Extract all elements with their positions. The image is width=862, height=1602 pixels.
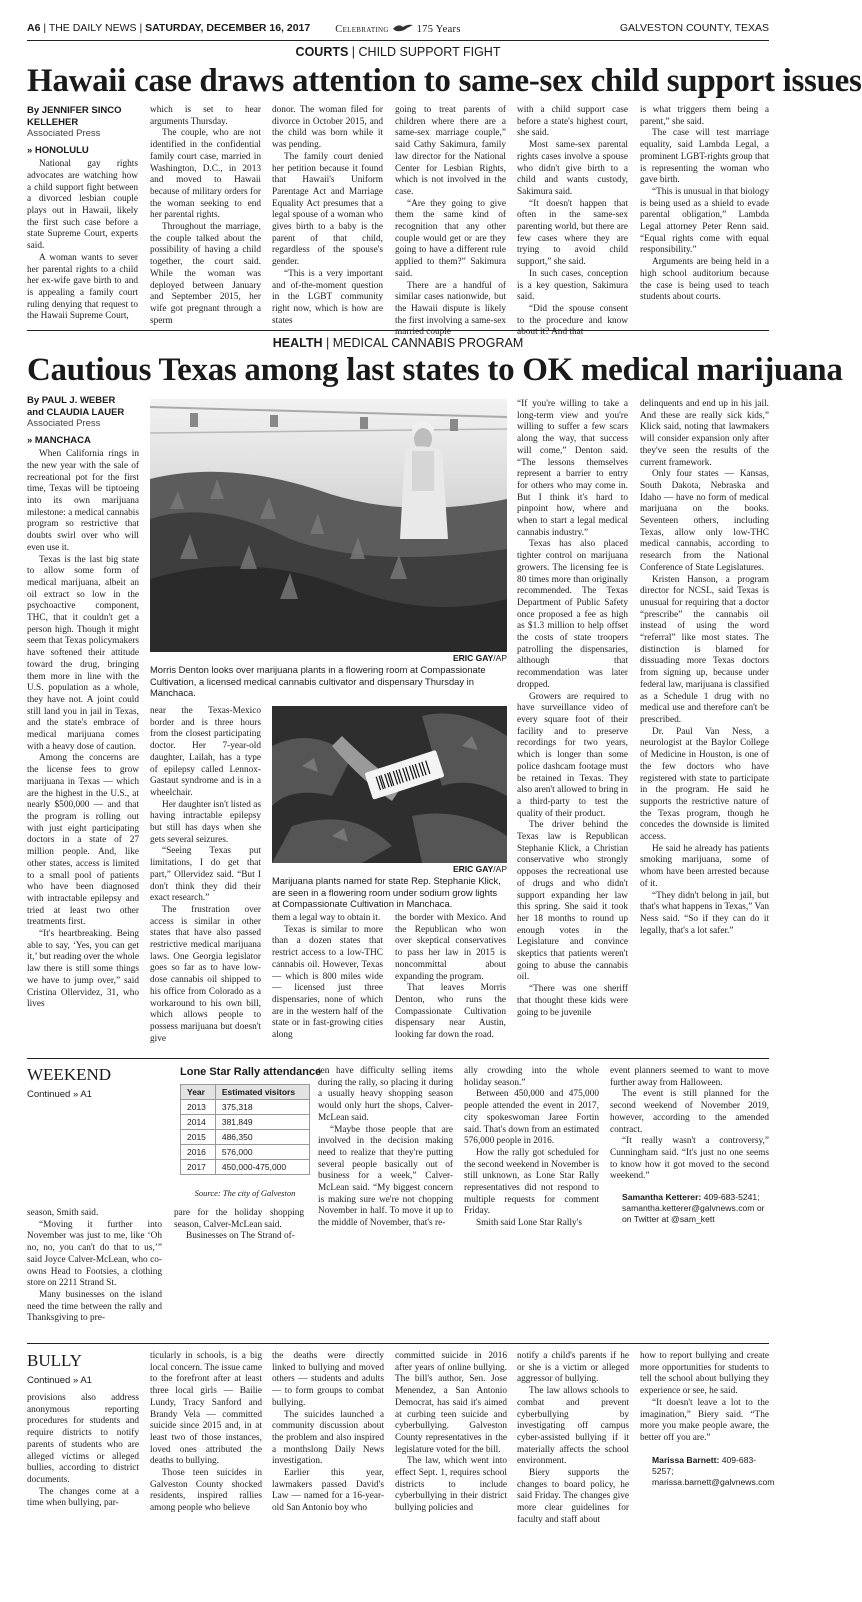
story1-byline	[27, 105, 138, 140]
paper-name: THE DAILY NEWS	[48, 22, 137, 34]
paragraph: Kristen Hanson, a program director for NCSL, said Texas is unusual for requiring that a doctor “prescribe” the cannabis oil instead of using the word “referral” like most states. The distinction is blamed for dissuading more Texas doctors from signing up, because under federal law, marijuana is classified as a Schedule 1 drug with no medical use and therefore can't be prescribed.	[640, 574, 769, 725]
pelican-icon	[392, 22, 414, 33]
paragraph: delinquents and end up in his jail. And these are really sick kids,” Klick said, noting that lawmakers will consider expansion only after they've seen the results of the current framework.	[640, 399, 769, 468]
paragraph: how to report bullying and create more opportunities for students to tell the school about bullying they experience or see, he said.	[640, 1351, 769, 1397]
signoff-contact: 409-683-5241; samantha.ketterer@galvnews.com or on Twitter at @sam_kett	[622, 1192, 765, 1225]
table-cell: 576,000	[215, 1145, 309, 1160]
photo2-agency: /AP	[493, 864, 507, 874]
paragraph: season, Smith said.	[27, 1208, 99, 1218]
paragraph: “Did the spouse consent to the procedure and know about it? And that	[517, 303, 628, 338]
paragraph: ticularly in schools, is a big local concern. The issue came to the forefront after at least three local girls — Bailie Lundy, Tracy Sanford and Brandy Vela — committed suicide since 2015 and, in at least two of those instances, loved ones attributed the deaths to bullying.	[150, 1351, 262, 1467]
paragraph: is what triggers them being a parent,” she said.	[640, 105, 769, 127]
paragraph: Her daughter isn't listed as having intractable epilepsy but still has days when she gets several seizures.	[150, 799, 261, 845]
paragraph: ally crowding into the whole holiday season.”	[464, 1066, 599, 1088]
paragraph: committed suicide in 2016 after years of online bullying. The bill's author, Sen. Jose Menendez, a San Antonio Democrat, has said it's aimed at curbing teen suicide and cyberbullying. Galveston County representatives in the legislature voted for the bill.	[395, 1351, 507, 1455]
paragraph: A woman wants to sever her parental rights to a child her ex-wife gave birth to and is appealing a family court ruling denying that request to the Hawaii Supreme Court,	[27, 252, 138, 322]
signoff-name: Marissa Barnett:	[652, 1454, 720, 1465]
folio-rule	[27, 40, 769, 41]
page-number: A6	[27, 22, 41, 34]
story2-agency: Associated Press	[27, 418, 101, 429]
paragraph: “There was one sheriff that thought these kids were going to be juvenile	[517, 984, 628, 1018]
paragraph: Many businesses on the island need the time between the rally and Thanksgiving to pre-	[27, 1289, 162, 1324]
paragraph: near the Texas-Mexico border and is three hours from the closest participating doctor. Her 7-year-old daughter, Lailah, has a type of epilepsy called Lennox-Gastaut syndrome and is in a wheelchair.	[150, 706, 261, 798]
paragraph: Between 450,000 and 475,000 people attended the event in 2017, city spokeswoman Jaree Fortin said. That's down from an estimated 576,000 people in 2016.	[464, 1089, 599, 1147]
plant-label-photo	[272, 706, 507, 863]
story1-column-4	[395, 105, 506, 338]
table-cell: 486,350	[215, 1130, 309, 1145]
story1-column-3	[272, 105, 383, 326]
paragraph: The event is still planned for the second weekend of November 2019, however, according to the amended contract.	[610, 1089, 769, 1135]
story2-column-6	[640, 399, 769, 1051]
paragraph: “Are they going to give them the same kind of recognition that any other couple would get or are they going to have a different rule applied to them?” Sakimura said.	[395, 198, 506, 279]
bully-continued: Continued » A1	[27, 1375, 92, 1386]
paragraph: “Moving it further into November was just to me, like ‘Oh no, no, you can't do that to us,’” said Joyce Calver-McLean, who co-owns Head to Footsies, a clothing store on 2211 Strand St.	[27, 1219, 162, 1289]
paragraph: The couple, who are not identified in the confidential family court case, married in Washington, D.C., in 2013 and moved to Hawaii because of military orders for the woman seeking to end her parental rights.	[150, 128, 261, 221]
table-row	[181, 1160, 310, 1175]
story1-column-1	[27, 105, 138, 321]
celebrating-text: Celebrating	[335, 24, 389, 35]
story2-author-2: and CLAUDIA LAUER	[27, 406, 125, 418]
table-row	[181, 1145, 310, 1160]
paragraph: “It really wasn't a controversy,” Cunningham said. “It's just no one seems to know how it got moved to the second weekend.”	[610, 1136, 769, 1182]
table-row	[181, 1130, 310, 1145]
paragraph: Arguments are being held in a high school auditorium because the case is being used to teach students about courts.	[640, 257, 769, 303]
paragraph: The case will test marriage equality, said Lambda Legal, a prominent LGBT-rights group that is representing the woman who gave birth.	[640, 128, 769, 186]
paragraph: Smith said Lone Star Rally's	[476, 1218, 583, 1229]
table-cell: 381,849	[215, 1115, 309, 1130]
story2-headline: Cautious Texas among last states to OK medical marijuana	[27, 352, 843, 388]
paragraph: Growers are required to have surveillance video of every square foot of their facility and to preserve recordings for two years, which is longer than some police dashcam footage must be retained in Texas. They also aren't allowed to bring in a third-party to test the quality of their product.	[517, 691, 628, 819]
section-divider	[27, 1058, 769, 1059]
paragraph: The law, which went into effect Sept. 1, requires school districts to include cyberbullying in their district bullying policies and	[395, 1456, 507, 1514]
paragraph: Those teen suicides in Galveston County shocked residents, inspired rallies among people who believe	[150, 1468, 262, 1514]
paragraph: “It doesn't leave a lot to the imagination,” Biery said. “The more you make people aware, the better off you are.”	[640, 1397, 769, 1443]
paragraph: “Seeing Texas put limitations, I do get that part,” Ollervidez said. “But I don't think they did their exact research.”	[150, 846, 261, 904]
story2-kicker: HEALTH | MEDICAL CANNABIS PROGRAM	[272, 336, 524, 350]
paragraph: “This is a very important and of-the-moment question in the LGBT community right now, which is how are states	[272, 268, 383, 326]
weekend-column-2	[174, 1208, 304, 1336]
paragraph: When California rings in the new year with the sale of recreational pot for the first time, Texas will be tiptoeing into its own marijuana milestone: a medical cannabis program so restrictive that doubts swirl over who will even use it.	[27, 449, 139, 553]
photo1-caption: Morris Denton looks over marijuana plants in a flowering room at Compassionate Cultivation, a licensed medical cannabis cultivator and dispensary Thursday in Manchaca.	[150, 664, 486, 699]
issue-date: SATURDAY, DECEMBER 16, 2017	[145, 22, 311, 34]
paragraph: He said he already has patients smoking marijuana, some of whom have been arrested because of it.	[640, 843, 769, 889]
weekend-column-5	[610, 1066, 769, 1336]
bully-column-5	[517, 1351, 629, 1593]
story1-column-2	[150, 105, 261, 326]
attendance-table	[180, 1084, 310, 1175]
paragraph: Earlier this year, lawmakers passed David's Law — named for a 16-year-old San Antonio boy who	[272, 1468, 384, 1514]
story2-topic: MEDICAL CANNABIS PROGRAM	[332, 336, 524, 350]
story2-author-1: By PAUL J. WEBER	[27, 395, 116, 406]
weekend-signoff	[610, 1192, 769, 1225]
photo1-photographer: ERIC GAY	[452, 653, 494, 663]
paragraph: pare for the holiday shopping season, Calver-McLean said.	[174, 1208, 304, 1230]
paragraph: which is set to hear arguments Thursday.	[150, 105, 261, 127]
paragraph: with a child support case before a state's highest court, she said.	[517, 105, 628, 139]
bully-column-4	[395, 1351, 507, 1593]
paragraph: “They didn't belong in jail, but that's what happens in Texas,” Van Ness said. “So if they can do it legally, that's a lot safer.”	[640, 890, 769, 936]
bully-jump-title: BULLY	[27, 1351, 82, 1370]
plant-label-photo-image	[272, 706, 507, 863]
story2-column-2	[150, 706, 261, 1044]
section-divider	[27, 1343, 769, 1344]
paragraph: How the rally got scheduled for the second weekend in November is still unknown, as Lone Star Rally representatives did not respond to multiple requests for comment Friday.	[464, 1147, 599, 1217]
section-divider	[27, 330, 769, 331]
paragraph: Texas has also placed tighter control on marijuana growers. The licensing fee is 80 times more than originally recommended. The Texas Department of Public Safety once proposed a fee as high as $1.3 million to help offset the costs of state troopers patrolling the dispensaries, although that recommendation was later dropped.	[517, 539, 628, 690]
story2-section: HEALTH	[272, 336, 323, 350]
photo1-credit	[150, 653, 507, 663]
paragraph: That leaves Morris Denton, who runs the Compassionate Cultivation dispensary near Austin, looking far down the road.	[395, 983, 506, 1041]
paragraph: The law allows schools to combat and prevent cyberbullying by investigating off campus cyber-assisted bullying if it materially affects the school environment.	[517, 1386, 629, 1467]
story1-headline: Hawaii case draws attention to same-sex child support issues	[27, 63, 862, 99]
paragraph: Throughout the marriage, the couple talked about the possibility of having a child together, the court said. While the woman was deployed between January and September 2015, her wife got pregnant through a sperm	[150, 222, 261, 326]
story1-dateline: » HONOLULU	[27, 144, 89, 156]
bully-column-6	[640, 1351, 775, 1593]
story1-agency: Associated Press	[27, 128, 101, 139]
paragraph: The family court denied her petition because it found that Hawaii's Uniform Parentage Act and Marriage Equality Act presumes that a legal spouse of a woman who gives birth to a baby is the parent of that child, regardless of the spouse's gender.	[272, 151, 383, 268]
paragraph: them a legal way to obtain it.	[272, 913, 381, 923]
paragraph: Texas is the last big state to allow some form of medical marijuana, albeit an oil extract so low in the psychoactive component, THC, that it couldn't get a person high. Though it might seem that Texas policymakers have softened their attitude toward the drug, bringing them more in line with the U.S. population as a whole, they have not. A joint could still land you in jail in Texas, and the state's embrace of medical marijuana comes with a heavy dose of caution.	[27, 554, 139, 752]
weekend-continued: Continued » A1	[27, 1089, 92, 1100]
paragraph: National gay rights advocates are watching how a child support fight between a divorced lesbian couple plays out in Hawaii, likely the first such case before a state Supreme Court, experts said.	[27, 159, 138, 252]
story1-topic: CHILD SUPPORT FIGHT	[358, 45, 501, 59]
table-row	[181, 1100, 310, 1115]
table-cell: 2015	[181, 1130, 216, 1145]
table-row	[181, 1115, 310, 1130]
paragraph: “If you're willing to take a long-term view and you're willing to suffer a few scars along the way, that success will come,” Denton said. “The lessons themselves represent a barrier to entry for others who may come in. But I think it's hard to pinpoint how, where and when to start a legal medical cannabis industry.”	[517, 399, 628, 538]
attendance-table-source: Source: The city of Galveston	[194, 1188, 296, 1198]
table-header-row	[181, 1085, 310, 1100]
paragraph: Biery supports the changes to board policy, he said Friday. The changes give more clear guidelines for faculty and staff about	[517, 1468, 629, 1525]
story2-byline	[27, 395, 139, 430]
paragraph: going to treat parents of children where there are a same-sex marriage couple,” said Cathy Sakimura, family law director for the National Center for Lesbian Rights, which is not involved in the case.	[395, 105, 506, 197]
paragraph: “It doesn't happen that often in the same-sex parenting world, but there are few cases where they are trying to avoid child support,” she said.	[517, 198, 628, 268]
paragraph: The driver behind the Texas law is Republican Stephanie Klick, a Christian conservative who strongly opposes the recreational use of drugs and who didn't support expanding her law this spring. She said it took her 18 months to round up enough votes in the Legislature and convince skeptics that patients weren't going to abuse the cannabis oil.	[517, 820, 628, 983]
bully-column-3	[272, 1351, 384, 1593]
column-header: Estimated visitors	[215, 1085, 309, 1100]
story1-kicker: COURTS | CHILD SUPPORT FIGHT	[295, 45, 501, 59]
story1-column-6	[640, 105, 769, 321]
table-cell: 2013	[181, 1100, 216, 1115]
paragraph: Businesses on The Strand of-	[186, 1231, 295, 1242]
paragraph: The frustration over access is similar in other states that have also passed restrictive medical marijuana laws. One Georgia legislator goes so far as to have low-dose cannabis oil shipped to his office from Colorado as a workaround to his own bill, which allows people to possess marijuana but doesn't give	[150, 904, 261, 1044]
story2-column-5	[517, 399, 628, 1051]
paragraph: ten have difficulty selling items during the rally, so placing it during a usually heavy shopping season would only hurt the shops, Calver-McLean said.	[318, 1066, 453, 1123]
story2-column-1	[27, 395, 139, 1010]
table-cell: 2014	[181, 1115, 216, 1130]
table-cell: 2017	[181, 1160, 216, 1175]
paragraph: In such cases, conception is a key question, Sakimura said.	[517, 268, 628, 303]
years-text: 175 Years	[416, 24, 461, 35]
paragraph: provisions also address anonymous reporting procedures for students and require districts to notify parents of students who are alleged victims or alleged bullies, according to district documents.	[27, 1393, 139, 1485]
paragraph: Dr. Paul Van Ness, a neurologist at the Baylor College of Medicine in Houston, is one of the few doctors who have registered with state to participate in the program. He said he supports the restrictive nature of the Texas program, though he concedes the downside is limited access.	[640, 726, 769, 843]
region-label: GALVESTON COUNTY, TEXAS	[619, 22, 769, 34]
weekend-column-4	[464, 1066, 599, 1336]
table-cell: 2016	[181, 1145, 216, 1160]
weekend-column-1	[27, 1208, 162, 1336]
attendance-table-title: Lone Star Rally attendance	[180, 1066, 322, 1078]
story2-dateline: » MANCHACA	[27, 434, 91, 446]
story2-column-3	[272, 913, 383, 1051]
paragraph: “It's heartbreaking. Being able to say, ‘Yes, you can get it,’ but reading over the whole law there is still some things we have to jump over,” said Cristina Ollervidez, 31, who lives	[27, 929, 139, 1010]
bully-column-1	[27, 1393, 139, 1593]
paragraph: “This is unusual in that biology is being used as a shield to evade parental obligation,” Lambda Legal attorney Peter Renn said. “Equal rights come with equal responsibility.”	[640, 186, 769, 256]
paragraph: Texas is similar to more than a dozen states that restrict access to a low-THC cannabis oil. However, Texas — which is 800 miles wide — licensed just three dispensaries, none of which are in the western half of the state or in fast-growing cities along	[272, 924, 383, 1041]
weekend-column-3	[318, 1066, 453, 1336]
grow-room-photo	[150, 399, 507, 652]
photo1-agency: /AP	[493, 653, 507, 663]
paragraph: Only four states — Kansas, South Dakota, Nebraska and Idaho — have no form of medical marijuana on the books. Seventeen others, including Texas, allow only low-THC medical cannabis, according to research from the National Conference of State Legislatures.	[640, 469, 769, 573]
story1-column-5	[517, 105, 628, 338]
folio-left: A6 | THE DAILY NEWS | SATURDAY, DECEMBER 16, 2017	[27, 22, 311, 34]
photo2-photographer: ERIC GAY	[452, 864, 494, 874]
photo2-credit	[272, 864, 507, 874]
paragraph: donor. The woman filed for divorce in October 2015, and the child was born while it was pending.	[272, 105, 383, 151]
story1-author: By JENNIFER SINCO KELLEHER	[27, 105, 122, 128]
paragraph: There are a handful of similar cases nationwide, but the Hawaii dispute is likely the first involving a same-sex married couple	[395, 280, 506, 338]
paragraph: event planners seemed to want to move further away from Halloween.	[610, 1066, 769, 1088]
paragraph: the border with Mexico. And the Republican who won over skeptical conservatives to pass her law in 2015 is noncommittal about expanding the program.	[395, 913, 506, 982]
table-cell: 450,000-475,000	[215, 1160, 309, 1175]
table-cell: 375,318	[215, 1100, 309, 1115]
paragraph: Most same-sex parental rights cases involve a spouse who didn't give birth to a child and wants custody, Sakimura said.	[517, 140, 628, 197]
story2-column-4	[395, 913, 506, 1051]
story1-section: COURTS	[295, 45, 349, 59]
photo2-caption: Marijuana plants named for state Rep. Stephanie Klick, are seen in a flowering room under sodium grow lights at Compassionate Cultivation in Manchaca.	[272, 875, 501, 910]
grow-room-photo-image	[150, 399, 507, 652]
paragraph: Among the concerns are the license fees to grow marijuana in Texas — which are the highest in the U.S., at nearly $500,000 — and that the program is rolling out with just eight participating doctors in a state of 27 million people. And, like other states, access is limited to a small pool of patients who have been diagnosed with intractable epilepsy and tried at least two other treatments first.	[27, 753, 139, 928]
bully-column-2	[150, 1351, 262, 1593]
signoff-name: Samantha Ketterer:	[622, 1192, 702, 1203]
column-header: Year	[181, 1085, 216, 1100]
paragraph: notify a child's parents if he or she is a victim or alleged aggressor of bullying.	[517, 1351, 629, 1385]
bully-signoff	[640, 1454, 775, 1488]
weekend-jump-title: WEEKEND	[27, 1065, 112, 1084]
signoff-contact: 409-683-5257; marissa.barnett@galvnews.com	[652, 1454, 775, 1487]
paragraph: “Maybe those people that are involved in the decision making need to realize that they're putting several people basically out of business for a week,” Calver-McLean said. “My biggest concern is making sure we're not chopping November in half. To move it up to the middle of November, that's re-	[318, 1124, 453, 1229]
paragraph: the deaths were directly linked to bullying and moved others — students and adults — to form groups to combat bullying.	[272, 1351, 384, 1408]
paragraph: The suicides launched a community discussion about the problem and also inspired a monthslong Daily News investigation.	[272, 1409, 384, 1467]
paragraph: The changes come at a time when bullying, par-	[27, 1486, 139, 1509]
folio	[27, 22, 769, 38]
